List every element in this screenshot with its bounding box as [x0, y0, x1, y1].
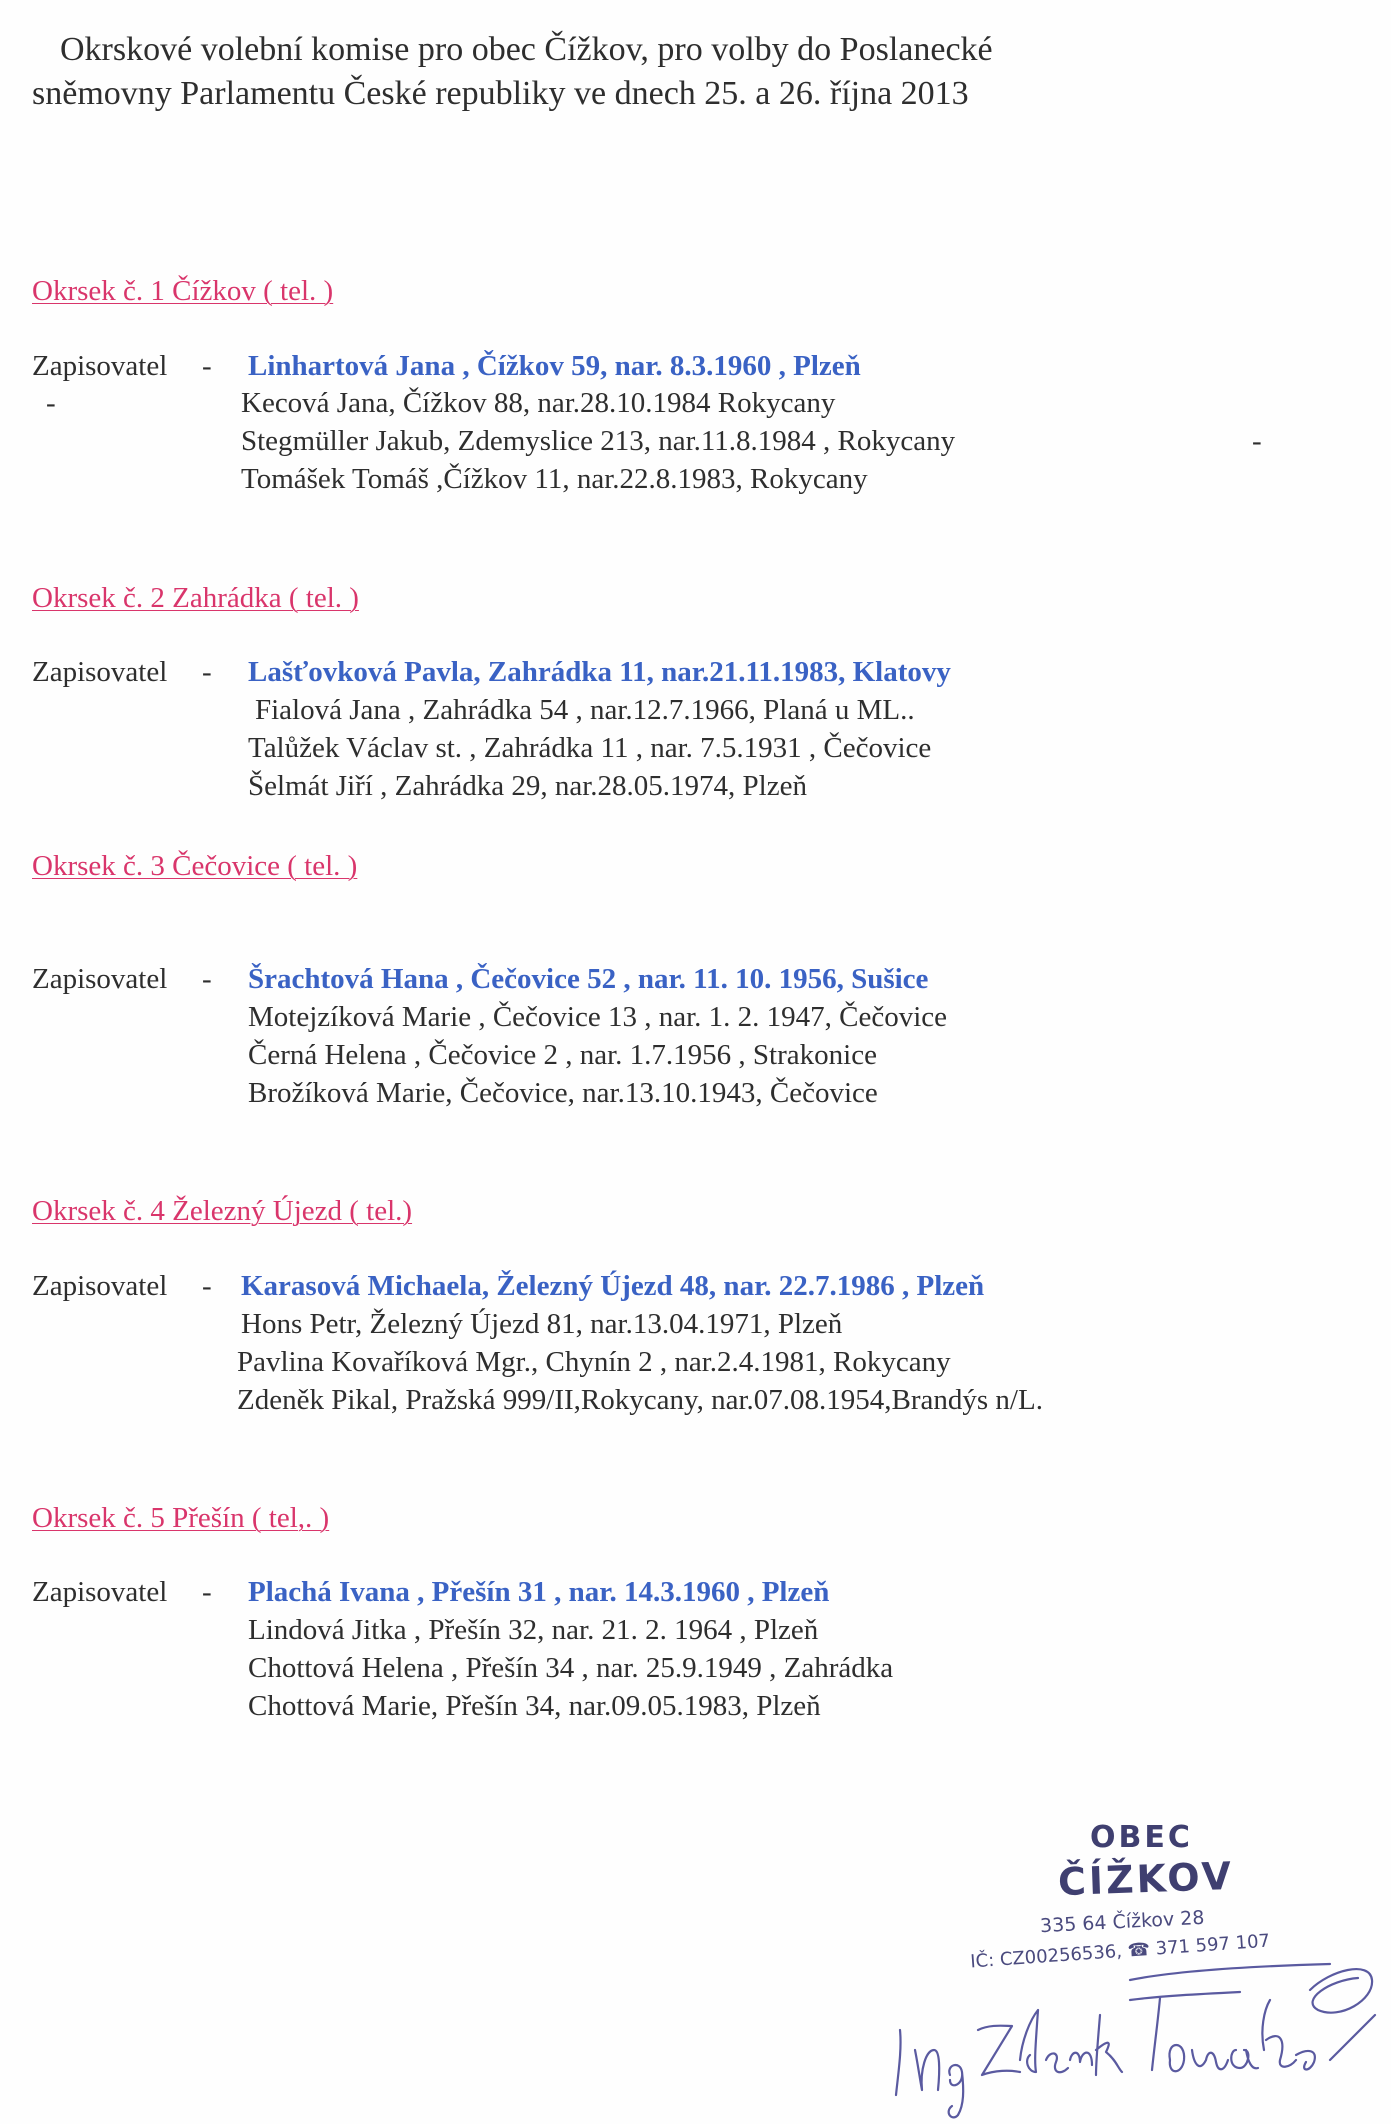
member-row: Chottová Marie, Přešín 34, nar.09.05.1983, Plzeň [248, 1690, 821, 1722]
stamp-address: 335 64 Čížkov 28 [1039, 1906, 1205, 1938]
member-row: Kecová Jana, Čížkov 88, nar.28.10.1984 Rokycany [241, 387, 836, 419]
title-line-1: Okrskové volební komise pro obec Čížkov, pro volby do Poslanecké [60, 31, 993, 68]
recorder-name: Plachá Ivana , Přešín 31 , nar. 14.3.1960 , Plzeň [248, 1576, 830, 1608]
title-line-2: sněmovny Parlamentu České republiky ve dnech 25. a 26. října 2013 [32, 75, 969, 112]
member-row: Zdeněk Pikal, Pražská 999/II,Rokycany, nar.07.08.1954,Brandýs n/L. [237, 1384, 1043, 1416]
recorder-label: Zapisovatel [32, 963, 168, 995]
section-heading-zahradka: Okrsek č. 2 Zahrádka ( tel. ) [32, 582, 359, 614]
member-row: Brožíková Marie, Čečovice, nar.13.10.1943, Čečovice [248, 1077, 878, 1109]
recorder-label: Zapisovatel [32, 656, 168, 688]
recorder-dash: - [202, 1576, 212, 1608]
handwritten-signature [860, 1900, 1380, 2124]
recorder-name: Šrachtová Hana , Čečovice 52 , nar. 11. 10. 1956, Sušice [248, 963, 929, 995]
section-heading-cizkov: Okrsek č. 1 Čížkov ( tel. ) [32, 275, 334, 307]
recorder-dash: - [202, 656, 212, 688]
member-row: Černá Helena , Čečovice 2 , nar. 1.7.1956 , Strakonice [248, 1039, 877, 1071]
member-row: Talůžek Václav st. , Zahrádka 11 , nar. 7.5.1931 , Čečovice [248, 732, 932, 764]
recorder-name: Linhartová Jana , Čížkov 59, nar. 8.3.1960 , Plzeň [248, 350, 861, 382]
recorder-label: Zapisovatel [32, 1270, 168, 1302]
member-row: Šelmát Jiří , Zahrádka 29, nar.28.05.1974, Plzeň [248, 770, 807, 802]
member-row: Stegmüller Jakub, Zdemyslice 213, nar.11.8.1984 , Rokycany [241, 425, 956, 457]
recorder-label: Zapisovatel [32, 1576, 168, 1608]
margin-dash: - [1252, 425, 1262, 457]
recorder-name: Lašťovková Pavla, Zahrádka 11, nar.21.11.1983, Klatovy [248, 656, 951, 688]
member-row: Hons Petr, Železný Újezd 81, nar.13.04.1971, Plzeň [241, 1308, 843, 1340]
stamp-ico: IČ: CZ00256536, ☎ 371 597 107 [969, 1930, 1271, 1973]
document-title [32, 28, 1232, 116]
member-row: Tomášek Tomáš ,Čížkov 11, nar.22.8.1983, Rokycany [241, 463, 868, 495]
section-heading-zelezny-ujezd: Okrsek č. 4 Železný Újezd ( tel.) [32, 1195, 413, 1227]
section-heading-cecovice: Okrsek č. 3 Čečovice ( tel. ) [32, 850, 358, 882]
member-dash: - [46, 387, 56, 419]
recorder-dash: - [202, 350, 212, 382]
stamp-cizkov: ČÍŽKOV [1057, 1853, 1235, 1905]
member-row: Pavlina Kovaříková Mgr., Chynín 2 , nar.2.4.1981, Rokycany [237, 1346, 951, 1378]
recorder-name: Karasová Michaela, Železný Újezd 48, nar. 22.7.1986 , Plzeň [241, 1270, 985, 1302]
section-heading-presin: Okrsek č. 5 Přešín ( tel,. ) [32, 1502, 330, 1534]
recorder-label: Zapisovatel [32, 350, 168, 382]
recorder-dash: - [202, 1270, 212, 1302]
recorder-dash: - [202, 963, 212, 995]
member-row: Chottová Helena , Přešín 34 , nar. 25.9.1949 , Zahrádka [248, 1652, 894, 1684]
member-row: Lindová Jitka , Přešín 32, nar. 21. 2. 1964 , Plzeň [248, 1614, 819, 1646]
member-row: Fialová Jana , Zahrádka 54 , nar.12.7.1966, Planá u ML.. [255, 694, 915, 726]
member-row: Motejzíková Marie , Čečovice 13 , nar. 1. 2. 1947, Čečovice [248, 1001, 948, 1033]
stamp-obec: OBEC [1090, 1820, 1193, 1855]
